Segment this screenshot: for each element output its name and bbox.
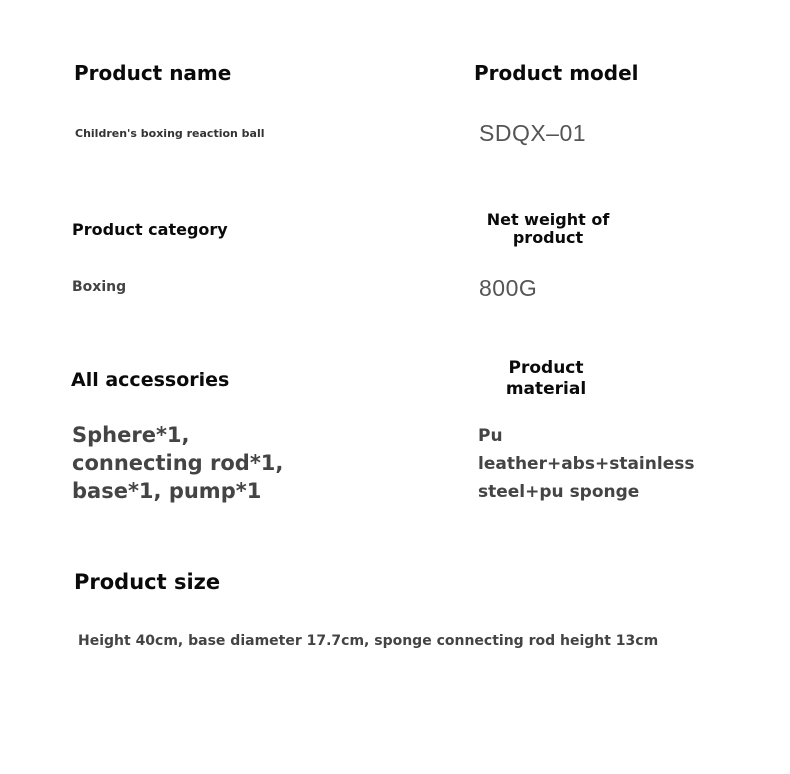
product-material-label-line1: Product: [508, 358, 584, 378]
product-material-value: [478, 422, 694, 506]
accessories-line3: base*1, pump*1: [72, 479, 262, 503]
net-weight-label: [477, 211, 619, 247]
product-name-label: Product name: [74, 61, 232, 85]
product-size-label: Product size: [74, 570, 221, 594]
accessories-line1: Sphere*1,: [72, 423, 190, 447]
accessories-line2: connecting rod*1,: [72, 451, 284, 475]
product-category-label: Product category: [72, 220, 228, 239]
product-model-label: Product model: [474, 61, 639, 85]
product-model-value: SDQX–01: [479, 120, 587, 146]
net-weight-value: 800G: [479, 275, 538, 301]
all-accessories-label: All accessories: [71, 369, 230, 391]
all-accessories-value: [72, 421, 283, 505]
product-material-label: [474, 358, 618, 400]
product-category-value: Boxing: [72, 279, 127, 295]
net-weight-label-line2: product: [512, 228, 584, 247]
net-weight-label-line1: Net weight of: [486, 210, 610, 229]
material-line1: Pu: [478, 426, 503, 446]
product-material-label-line2: material: [505, 379, 587, 399]
material-line2: leather+abs+stainless: [478, 454, 695, 474]
product-size-value: Height 40cm, base diameter 17.7cm, sponge connecting rod height 13cm: [78, 633, 659, 649]
material-line3: steel+pu sponge: [478, 482, 640, 502]
product-name-value: Children's boxing reaction ball: [75, 127, 265, 140]
